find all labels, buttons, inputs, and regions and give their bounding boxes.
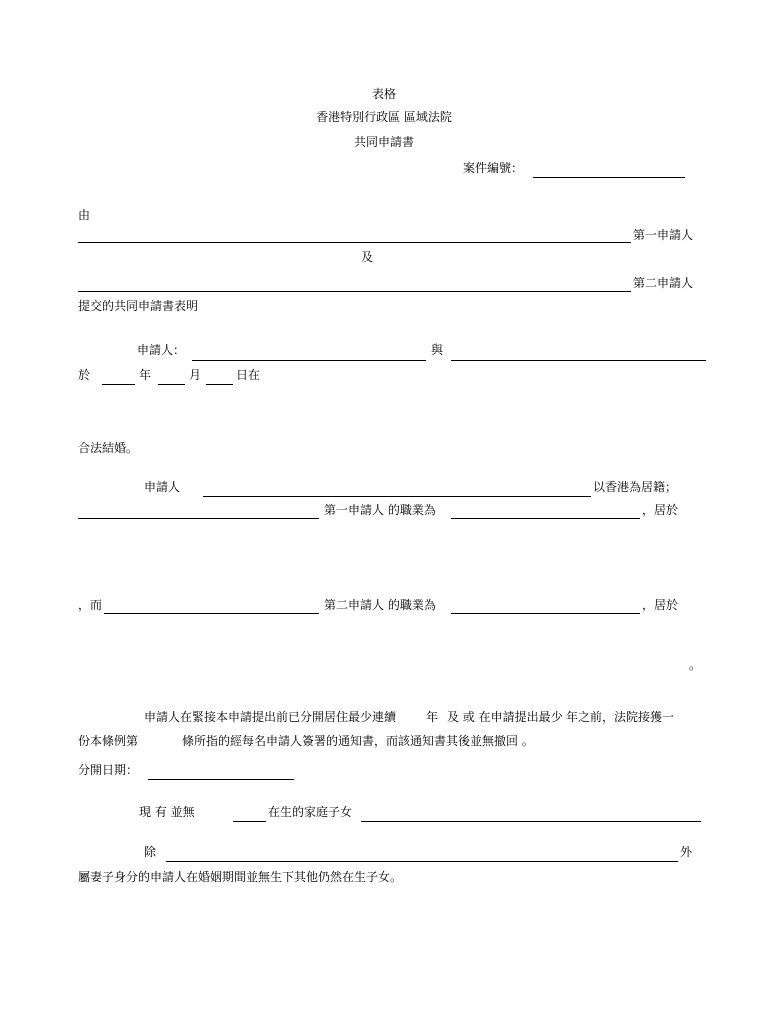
except-label: 除 [144, 845, 157, 859]
court-name: 香港特別行政區 區域法院 [316, 110, 452, 124]
living-children-label: 在生的家庭子女 [268, 805, 353, 819]
by-label: 由 [78, 208, 91, 222]
end-mark: 。 [689, 658, 702, 672]
month-label: 月 [189, 368, 202, 382]
closing-statement: 屬妻子身分的申請人在婚姻期間並無生下其他仍然在生子女。 [78, 870, 403, 884]
second-applicant-detail-field[interactable] [104, 613, 319, 614]
separation-years-label: 年 [426, 710, 439, 724]
separation-text-a: 申請人在緊接本申請提出前已分開居住最少連續 [144, 710, 397, 724]
separation-text-d: 年之前，法院接獲一 [566, 710, 675, 724]
second-occupation-field[interactable] [451, 613, 640, 614]
children-count-field[interactable] [233, 821, 266, 822]
form-label: 表格 [371, 87, 396, 101]
marriage-day-field[interactable] [206, 384, 233, 385]
case-number-field[interactable] [533, 177, 685, 178]
day-at-label: 日在 [236, 368, 261, 382]
first-applicant-detail-field[interactable] [78, 518, 319, 519]
document-title: 共同申請書 [353, 135, 414, 149]
joint-statement-label: 提交的共同申請書表明 [78, 299, 199, 313]
applicant-two-field[interactable] [451, 360, 706, 361]
first-applicant-name-field[interactable] [78, 242, 631, 243]
with-label: 與 [431, 343, 444, 357]
separation-date-field[interactable] [148, 779, 294, 780]
second-applicant-label: 第二申請人 [633, 276, 694, 290]
year-label: 年 [139, 368, 152, 382]
applicant-one-field[interactable] [192, 360, 426, 361]
first-applicant-label: 第一申請人 [633, 228, 694, 242]
and-label: 及 [361, 250, 374, 264]
second-occupation-label: 第二申請人 的職業為 [324, 598, 436, 612]
except-field[interactable] [166, 861, 678, 862]
resides-at-first-label: ，居於 [642, 503, 679, 517]
resides-at-second-label: ，居於 [642, 598, 679, 612]
separation-text-c: 及 或 在申請提出最少 [447, 710, 563, 724]
whereas-label: ，而 [78, 598, 103, 612]
domicile-applicants-field[interactable] [203, 496, 591, 497]
on-label: 於 [78, 368, 91, 382]
lawful-marriage-label: 合法結婚。 [78, 441, 139, 455]
separation-date-label: 分開日期： [78, 763, 139, 777]
hk-domicile-label: 以香港為居籍； [593, 480, 678, 494]
outside-label: 外 [680, 845, 693, 859]
marriage-year-field[interactable] [102, 384, 135, 385]
case-number-label: 案件編號： [463, 161, 524, 175]
separation-text-f: 條所指的經每名申請人簽署的通知書，而該通知書其後並無撤回 。 [182, 734, 534, 748]
present-none-label: 現 有 並無 [139, 805, 195, 819]
separation-text-e: 份本條例第 [78, 734, 139, 748]
children-names-field[interactable] [361, 821, 701, 822]
marriage-month-field[interactable] [158, 384, 185, 385]
applicants-label: 申請人： [137, 343, 186, 357]
applicants-domicile-label: 申請人 [144, 480, 181, 494]
first-occupation-label: 第一申請人 的職業為 [324, 503, 436, 517]
first-occupation-field[interactable] [451, 518, 640, 519]
second-applicant-name-field[interactable] [78, 291, 631, 292]
